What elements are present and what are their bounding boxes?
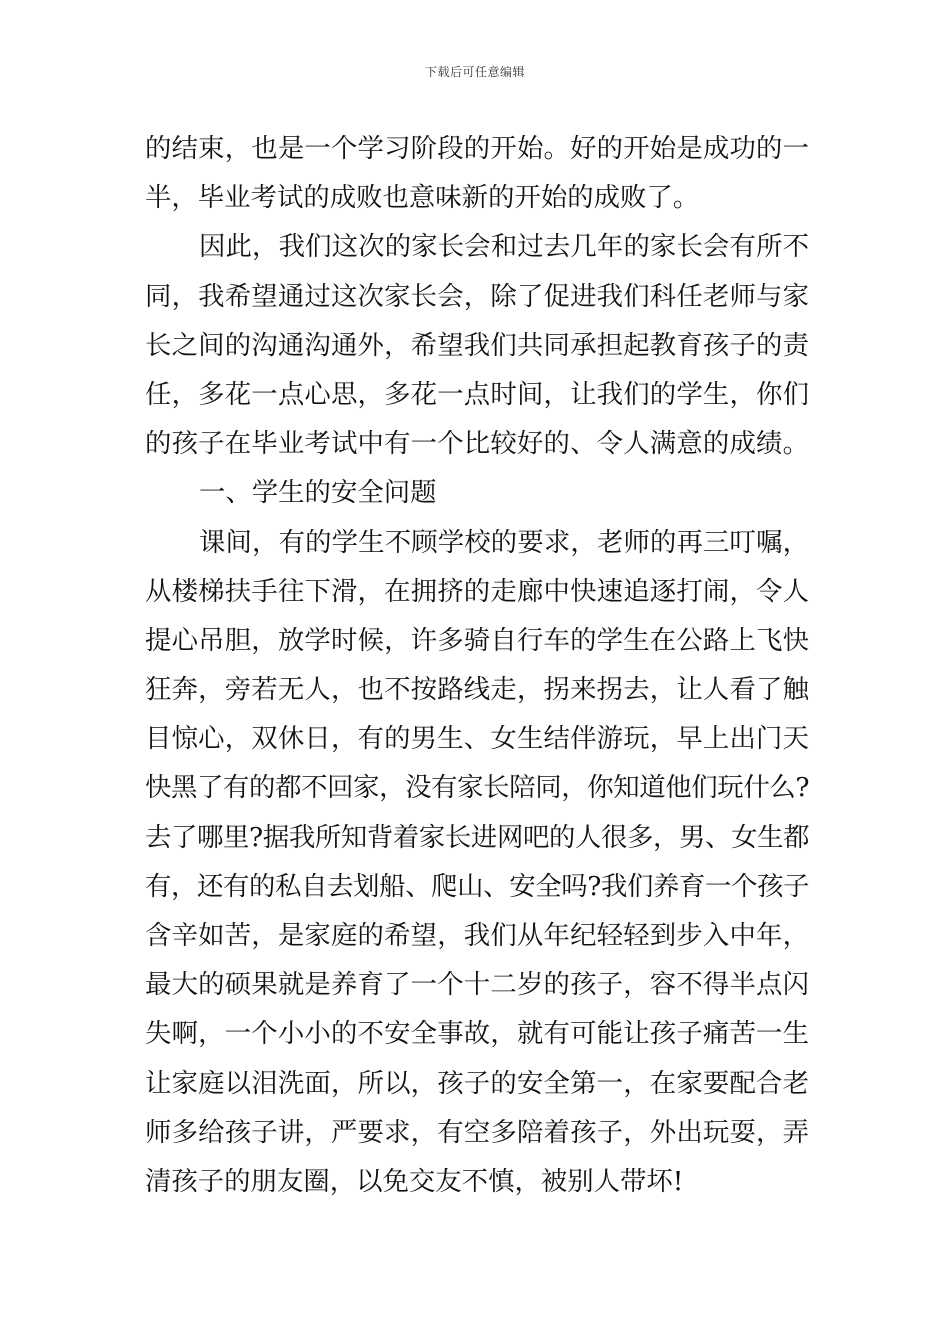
text-line: 清孩子的朋友圈，以免交友不慎，被别人带坏! bbox=[145, 1165, 684, 1197]
text-line: 最大的硕果就是养育了一个十二岁的孩子，容不得半点闪 bbox=[145, 969, 809, 1001]
text-line: 从楼梯扶手往下滑，在拥挤的走廊中快速追逐打闹，令人 bbox=[145, 575, 809, 607]
text-line: 失啊，一个小小的不安全事故，就有可能让孩子痛苦一生 bbox=[145, 1018, 809, 1050]
text-line: 快黑了有的都不回家，没有家长陪同，你知道他们玩什么? bbox=[145, 772, 809, 804]
text-line: 课间，有的学生不顾学校的要求，老师的再三叮嘱， bbox=[199, 526, 809, 558]
text-line: 去了哪里?据我所知背着家长进网吧的人很多，男、女生都 bbox=[145, 821, 809, 853]
text-line: 含辛如苦，是家庭的希望，我们从年纪轻轻到步入中年， bbox=[145, 920, 809, 951]
text-line: 提心吊胆，放学时候，许多骑自行车的学生在公路上飞快 bbox=[145, 624, 809, 656]
text-line: 让家庭以泪洗面，所以，孩子的安全第一，在家要配合老 bbox=[145, 1067, 809, 1099]
text-line: 有，还有的私自去划船、爬山、安全吗?我们养育一个孩子 bbox=[145, 870, 809, 902]
page-header: 下载后可任意编辑 bbox=[424, 65, 525, 79]
text-line: 师多给孩子讲，严要求，有空多陪着孩子，外出玩耍，弄 bbox=[145, 1116, 809, 1148]
text-line: 的孩子在毕业考试中有一个比较好的、令人满意的成绩。 bbox=[145, 428, 809, 460]
document-body bbox=[145, 124, 809, 1206]
text-line: 任，多花一点心思，多花一点时间，让我们的学生，你们 bbox=[145, 378, 809, 410]
text-line: 长之间的沟通沟通外，希望我们共同承担起教育孩子的责 bbox=[145, 329, 809, 361]
text-line: 同，我希望通过这次家长会，除了促进我们科任老师与家 bbox=[145, 280, 809, 312]
text-line: 狂奔，旁若无人，也不按路线走，拐来拐去，让人看了触 bbox=[145, 674, 809, 706]
text-line: 一、学生的安全问题 bbox=[199, 477, 437, 509]
text-line: 的结束，也是一个学习阶段的开始。好的开始是成功的一 bbox=[145, 133, 809, 164]
text-line: 半，毕业考试的成败也意味新的开始的成败了。 bbox=[145, 182, 700, 214]
text-line: 目惊心，双休日，有的男生、女生结伴游玩，早上出门天 bbox=[145, 723, 809, 755]
text-line: 因此，我们这次的家长会和过去几年的家长会有所不 bbox=[199, 231, 809, 263]
